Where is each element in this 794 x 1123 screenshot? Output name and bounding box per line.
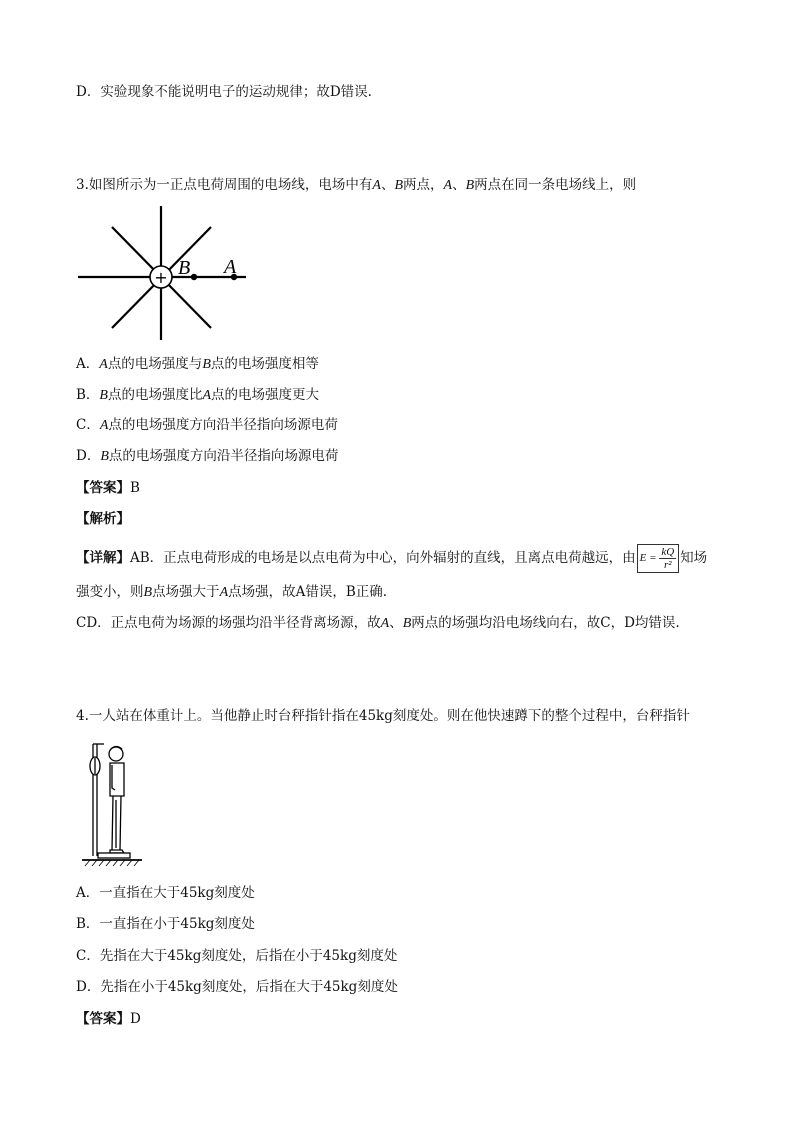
q3-detail-line-3: CD．正点电荷为场源的场强均沿半径背离场源，故A、B两点的场强均沿电场线向右，故C，D均错误. [76,615,680,631]
electric-field-figure [74,202,250,342]
q3-option-b: B．B点的电场强度比A点的电场强度更大 [76,387,320,403]
q3-option-c: C．A点的电场强度方向沿半径指向场源电荷 [76,417,338,433]
ground-hatching [85,860,139,866]
q4-option-d: D．先指在小于45kg刻度处，后指在大于45kg刻度处 [76,979,398,995]
q3-detail-line-1: 【详解】AB．正点电荷形成的电场是以点电荷为中心，向外辐射的直线，且离点电荷越远，由 E = $\frac{kQ}{\text{r²}}$ 知场 [76,546,708,571]
q4-option-c: C．先指在大于45kg刻度处，后指在小于45kg刻度处 [76,948,398,964]
person-leg-right [120,796,121,850]
label-a: A [224,256,237,278]
q3-detail-line-2: 强变小，则B点场强大于A点场强，故A错误，B正确. [76,584,388,600]
person-on-scale-figure [80,738,144,868]
coulomb-field-formula: E = $\frac{kQ}{\text{r²}}$ [637,544,679,573]
q3-answer: 【答案】B [76,480,140,496]
positive-charge-sign: + [154,268,168,287]
q4-option-b: B．一直指在小于45kg刻度处 [76,916,255,932]
scale-platform [98,853,130,858]
point-b [191,274,197,280]
person-leg-left [112,796,113,850]
q3-analysis-heading: 【解析】 [76,511,130,527]
q4-answer: 【答案】D [76,1011,141,1027]
prev-option-d: D．实验现象不能说明电子的运动规律；故D错误. [76,84,372,100]
label-b: B [178,257,191,279]
q3-option-d: D．B点的电场强度方向沿半径指向场源电荷 [76,448,339,464]
q3-option-a: A．A点的电场强度与B点的电场强度相等 [76,356,319,372]
q4-option-a: A．一直指在大于45kg刻度处 [76,885,255,901]
q3-stem: 3.如图所示为一正点电荷周围的电场线，电场中有A、B两点，A、B两点在同一条电场线上，则 [76,177,637,193]
q4-stem: 4.一人站在体重计上。当他静止时台秤指针指在45kg刻度处。则在他快速蹲下的整个过程中，台秤指针 [76,708,690,724]
person-arm [112,765,115,790]
